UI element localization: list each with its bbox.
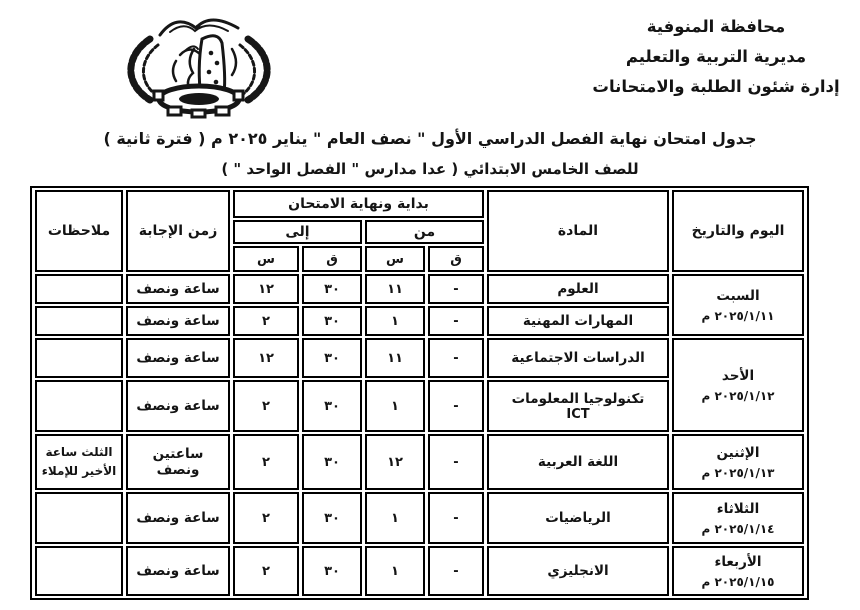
directorate-name: مديرية التربية والتعليم — [625, 47, 807, 66]
from-hours-cell: ١١ — [365, 338, 425, 378]
to-minutes-cell: ٣٠ — [302, 380, 362, 432]
document-title-line1: جدول امتحان نهاية الفصل الدراسي الأول " نصف العام " يناير ٢٠٢٥ م ( فترة ثانية ) — [103, 129, 757, 148]
to-hours-cell: ٢ — [233, 492, 299, 544]
from-hours-cell: ١ — [365, 546, 425, 596]
day-date: ٢٠٢٥/١/١٥ م — [701, 574, 775, 589]
from-hours-cell: ١ — [365, 306, 425, 336]
col-header-day-date: اليوم والتاريخ — [672, 190, 804, 272]
to-hours-cell: ٢ — [233, 434, 299, 490]
answer-time-cell: ساعة ونصف — [126, 306, 230, 336]
table-row — [35, 492, 804, 544]
notes-cell — [35, 546, 123, 596]
day-date: ٢٠٢٥/١/١٤ م — [701, 521, 775, 536]
ministry-eagle-emblem-icon — [110, 4, 288, 120]
notes-cell — [35, 338, 123, 378]
day-cell-monday — [672, 434, 804, 490]
to-hours-cell: ١٢ — [233, 274, 299, 304]
from-hours-cell: ١ — [365, 492, 425, 544]
administration-name: إدارة شئون الطلبة والامتحانات — [592, 77, 840, 96]
letterhead — [588, 12, 844, 102]
subject-cell: المهارات المهنية — [487, 306, 669, 336]
day-date: ٢٠٢٥/١/١٢ م — [701, 388, 775, 403]
day-date: ٢٠٢٥/١/١١ م — [701, 308, 775, 323]
subject-cell: الانجليزي — [487, 546, 669, 596]
document-title-line2: للصف الخامس الابتدائي ( عدا مدارس " الفصل الواحد " ) — [221, 160, 639, 178]
from-hours-cell: ١١ — [365, 274, 425, 304]
notes-cell — [35, 492, 123, 544]
governorate-name: محافظة المنوفية — [646, 17, 786, 36]
col-header-subject: المادة — [487, 190, 669, 272]
day-cell-wednesday — [672, 546, 804, 596]
to-hours-cell: ٢ — [233, 380, 299, 432]
to-hours-cell: ٢ — [233, 306, 299, 336]
exam-schedule-table — [30, 186, 809, 600]
header-row-1 — [35, 190, 804, 218]
from-hours-cell: ١ — [365, 380, 425, 432]
to-minutes-cell: ٣٠ — [302, 306, 362, 336]
notes-cell — [35, 306, 123, 336]
col-header-from: من — [365, 220, 484, 244]
from-minutes-cell: - — [428, 274, 484, 304]
to-minutes-cell: ٣٠ — [302, 546, 362, 596]
from-minutes-cell: - — [428, 546, 484, 596]
answer-time-cell: ساعة ونصف — [126, 546, 230, 596]
day-name: السبت — [716, 287, 760, 304]
answer-time-cell: ساعة ونصف — [126, 492, 230, 544]
to-hours-cell: ٢ — [233, 546, 299, 596]
from-minutes-cell: - — [428, 434, 484, 490]
col-header-to-minutes: ق — [302, 246, 362, 272]
table-row — [35, 338, 804, 378]
notes-cell — [35, 380, 123, 432]
col-header-start-end: بداية ونهاية الامتحان — [233, 190, 484, 218]
table-row — [35, 546, 804, 596]
subject-cell: العلوم — [487, 274, 669, 304]
day-cell-sunday — [672, 338, 804, 432]
subject-cell: الرياضيات — [487, 492, 669, 544]
subject-cell: الدراسات الاجتماعية — [487, 338, 669, 378]
answer-time-cell: ساعة ونصف — [126, 380, 230, 432]
to-minutes-cell: ٣٠ — [302, 338, 362, 378]
to-minutes-cell: ٣٠ — [302, 492, 362, 544]
subject-cell: اللغة العربية — [487, 434, 669, 490]
col-header-notes: ملاحظات — [35, 190, 123, 272]
day-cell-tuesday — [672, 492, 804, 544]
answer-time-cell: ساعة ونصف — [126, 338, 230, 378]
col-header-to-hours: س — [233, 246, 299, 272]
day-name: الثلاثاء — [716, 500, 760, 517]
subject-english: ICT — [566, 406, 590, 422]
day-name: الإثنين — [716, 444, 760, 461]
to-hours-cell: ١٢ — [233, 338, 299, 378]
to-minutes-cell: ٣٠ — [302, 434, 362, 490]
from-hours-cell: ١٢ — [365, 434, 425, 490]
answer-time-cell: ساعة ونصف — [126, 274, 230, 304]
notes-cell: الثلث ساعة الأخير للإملاء — [35, 434, 123, 490]
col-header-from-minutes: ق — [428, 246, 484, 272]
answer-time-cell: ساعتين ونصف — [126, 434, 230, 490]
col-header-from-hours: س — [365, 246, 425, 272]
col-header-answer-time: زمن الإجابة — [126, 190, 230, 272]
from-minutes-cell: - — [428, 306, 484, 336]
day-name: الأربعاء — [714, 553, 762, 570]
day-name: الأحد — [721, 367, 755, 384]
table-row — [35, 434, 804, 490]
subject-cell — [487, 380, 669, 432]
day-cell-saturday — [672, 274, 804, 336]
from-minutes-cell: - — [428, 338, 484, 378]
from-minutes-cell: - — [428, 380, 484, 432]
table-row — [35, 274, 804, 304]
day-date: ٢٠٢٥/١/١٣ م — [701, 465, 775, 480]
from-minutes-cell: - — [428, 492, 484, 544]
subject-arabic: تكنولوجيا المعلومات — [511, 390, 645, 407]
to-minutes-cell: ٣٠ — [302, 274, 362, 304]
notes-cell — [35, 274, 123, 304]
col-header-to: إلى — [233, 220, 362, 244]
